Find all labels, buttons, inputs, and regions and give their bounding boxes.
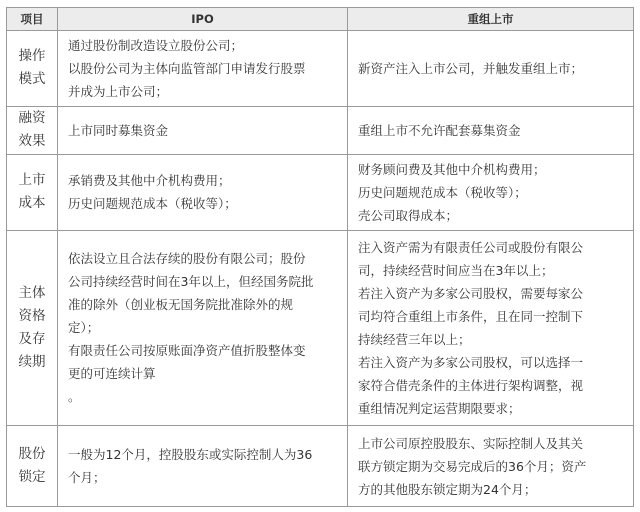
ipo-cell bbox=[58, 154, 348, 230]
reorg-cell bbox=[348, 230, 634, 426]
cell-line: 承销费及其他中介机构费用； bbox=[68, 173, 231, 189]
cell-line: 历史问题规范成本（税收等）； bbox=[68, 196, 237, 212]
cell-line: 财务顾问费及其他中介机构费用； bbox=[358, 161, 546, 177]
cell-line: 依法设立且合法存续的股份有限公司；股份 公司持续经营时间在3年以上，但经国务院批 准的除外（创业板无国务院批准除外的规 定）； bbox=[68, 251, 314, 336]
ipo-cell bbox=[58, 230, 348, 426]
table-row bbox=[7, 154, 634, 230]
cell-line: 以股份公司为主体向监管部门申请发行股票 并成为上市公司； bbox=[68, 60, 306, 99]
ipo-cell bbox=[58, 106, 348, 154]
ipo-cell bbox=[58, 426, 348, 507]
cell-line: 有限责任公司按原账面净资产值折股整体变 更的可连续计算 bbox=[68, 343, 306, 382]
reorg-cell bbox=[348, 106, 634, 154]
reorg-cell bbox=[348, 154, 634, 230]
cell-line: 若注入资产为多家公司股权，需要每家公 司均符合重组上市条件，且在同一控制下 持续经营三年以上； bbox=[358, 285, 584, 347]
row-category: 主体 资格 及存 续期 bbox=[7, 230, 58, 426]
cell-line: 新资产注入上市公司，并触发重组上市； bbox=[358, 60, 584, 76]
cell-line: 上市同时募集资金 bbox=[68, 122, 169, 138]
cell-line: 历史问题规范成本（税收等）； bbox=[358, 184, 527, 200]
row-category: 上市 成本 bbox=[7, 154, 58, 230]
table-header-row bbox=[7, 8, 634, 31]
table-row bbox=[7, 31, 634, 107]
reorg-cell bbox=[348, 31, 634, 107]
ipo-cell bbox=[58, 31, 348, 107]
cell-line: 。 bbox=[68, 389, 81, 405]
cell-line: 一般为12个月，控股股东或实际控制人为36 个月； bbox=[68, 447, 313, 486]
row-category: 股份 锁定 bbox=[7, 426, 58, 507]
header-reorg-listing: 重组上市 bbox=[348, 8, 634, 31]
table-row bbox=[7, 106, 634, 154]
ipo-vs-reorg-table bbox=[6, 7, 634, 507]
cell-line: 重组上市不允许配套募集资金 bbox=[358, 122, 521, 138]
row-category: 融资 效果 bbox=[7, 106, 58, 154]
table-row bbox=[7, 230, 634, 426]
table-row bbox=[7, 426, 634, 507]
cell-line: 若注入资产为多家公司股权，可以选择一 家符合借壳条件的主体进行架构调整，视 重组情况判定运营期限要求； bbox=[358, 354, 584, 416]
cell-line: 通过股份制改造设立股份公司； bbox=[68, 37, 244, 53]
cell-line: 注入资产需为有限责任公司或股份有限公 司，持续经营时间应当在3年以上； bbox=[358, 239, 584, 278]
cell-line: 上市公司原控股股东、实际控制人及其关 联方锁定期为交易完成后的36个月；资产 方的其他股东锁定期为24个月； bbox=[358, 435, 587, 497]
header-item: 项目 bbox=[7, 8, 58, 31]
cell-line: 壳公司取得成本； bbox=[358, 207, 459, 223]
reorg-cell bbox=[348, 426, 634, 507]
row-category: 操作 模式 bbox=[7, 31, 58, 107]
header-ipo: IPO bbox=[58, 8, 348, 31]
